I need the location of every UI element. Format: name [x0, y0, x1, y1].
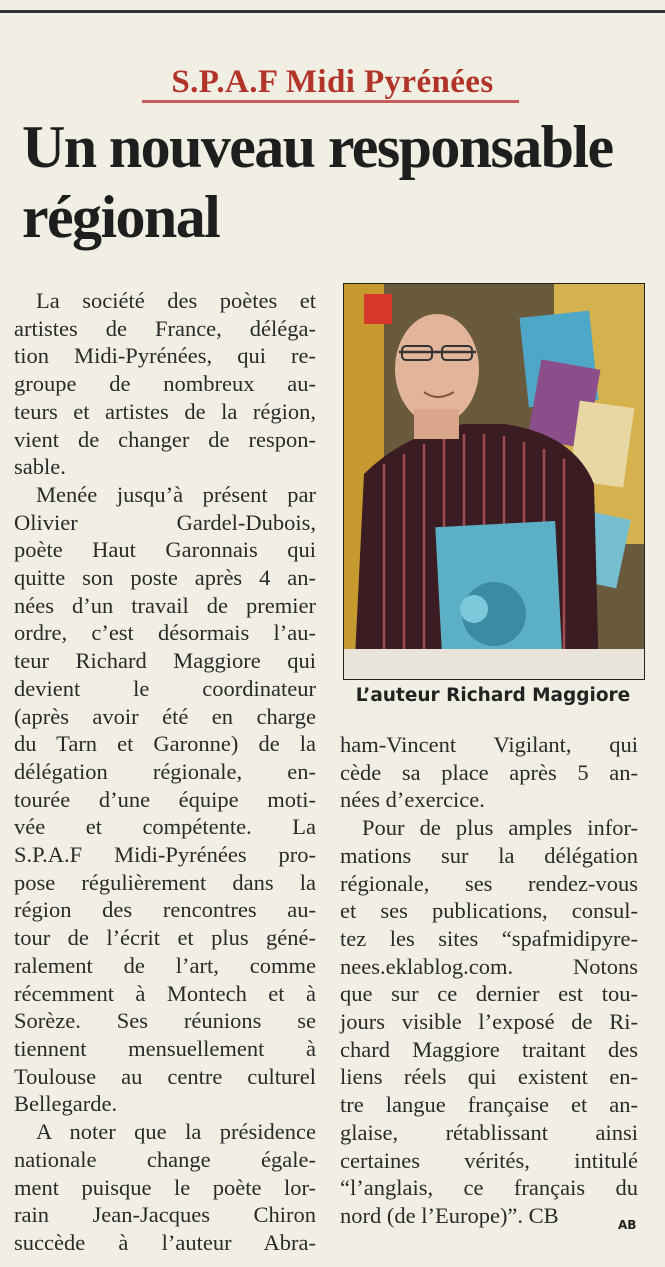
article-line: A noter que la présidence — [36, 1119, 316, 1145]
author-signature: AB — [618, 1218, 637, 1232]
article-line: Menée jusqu’à présent par — [36, 481, 316, 507]
headline-line: Un nouveau responsable — [22, 114, 613, 180]
article-line: teur Richard Maggiore qui — [14, 648, 316, 674]
article-line: région des rencontres au- — [14, 897, 316, 923]
article-line: tourée d’une équipe moti- — [14, 786, 316, 812]
article-line: devient le coordinateur — [14, 675, 316, 701]
article-line: tez les sites “spafmidipyre- — [340, 925, 638, 951]
article-line: ordre, c’est désormais l’au- — [14, 620, 316, 646]
article-line: tour de l’écrit et plus géné- — [14, 925, 316, 951]
article-line: chard Maggiore traitant des — [340, 1036, 638, 1062]
headline — [22, 112, 662, 252]
article-line: tion Midi-Pyrénées, qui re- — [14, 343, 316, 369]
article-line: La société des poètes et — [36, 288, 316, 313]
article-line: artistes de France, déléga- — [14, 315, 316, 341]
article-line: vée et compétente. La — [14, 814, 316, 840]
article-line: récemment à Montech et à — [14, 980, 316, 1006]
article-line: tiennent mensuellement à — [14, 1035, 316, 1061]
article-line: jours visible l’exposé de Ri- — [340, 1009, 638, 1035]
article-line: vient de changer de respon- — [14, 426, 316, 452]
article-line: succède à l’auteur Abra- — [14, 1229, 316, 1255]
article-line: Bellegarde. — [14, 1091, 118, 1117]
section-kicker: S.P.A.F Midi Pyrénées — [171, 64, 494, 100]
article-line: que sur ce dernier est tou- — [340, 981, 638, 1007]
article-line: ment puisque le poète lor- — [14, 1174, 316, 1200]
kicker-underline — [142, 100, 519, 103]
article-line: mations sur la délégation — [340, 842, 638, 868]
article-line: certaines vérités, intitulé — [340, 1147, 638, 1173]
article-line: et ses publications, consul- — [340, 898, 638, 924]
article-line: délégation régionale, en- — [14, 758, 316, 784]
article-line: pose régulièrement dans la — [14, 869, 316, 895]
author-photo-image — [344, 284, 644, 679]
article-line: teurs et artistes de la région, — [14, 398, 316, 424]
article-line: sable. — [14, 454, 66, 480]
article-line: tre langue française et an- — [340, 1092, 638, 1118]
article-line: régionale, ses rendez-vous — [340, 870, 638, 896]
article-line: glaise, rétablissant ainsi — [340, 1119, 638, 1145]
photo-caption: L’auteur Richard Maggiore — [355, 685, 631, 706]
article-line: Toulouse au centre culturel — [14, 1063, 316, 1089]
article-line: Sorèze. Ses réunions se — [14, 1008, 316, 1034]
article-line: nées d’exercice. — [340, 787, 485, 813]
article-line: S.P.A.F Midi-Pyrénées pro- — [14, 842, 316, 868]
article-line: nationale change égale- — [14, 1146, 316, 1172]
headline-line: régional — [22, 184, 220, 250]
article-line: liens réels qui existent en- — [340, 1064, 638, 1090]
article-column-left — [14, 287, 316, 1257]
article-line: quitte son poste après 4 an- — [14, 565, 316, 591]
article-line: poète Haut Garonnais qui — [14, 537, 316, 563]
author-photo — [343, 283, 645, 680]
article-line: du Tarn et Garonne) de la — [14, 731, 316, 757]
article-line: “l’anglais, ce français du — [340, 1175, 638, 1201]
article-line: Pour de plus amples infor- — [362, 815, 638, 841]
article-line: Olivier Gardel-Dubois, — [14, 509, 316, 535]
article-line: groupe de nombreux au- — [14, 371, 316, 397]
article-column-right — [340, 731, 638, 1230]
article-line: cède sa place après 5 an- — [340, 759, 638, 785]
article-line: nées d’un travail de premier — [14, 592, 316, 618]
article-line: nord (de l’Europe)”. CB — [340, 1202, 559, 1228]
article-line: ham-Vincent Vigilant, qui — [340, 732, 638, 757]
top-rule — [0, 10, 665, 13]
article-line: rain Jean-Jacques Chiron — [14, 1202, 316, 1228]
article-line: ralement de l’art, comme — [14, 952, 316, 978]
article-line: (après avoir été en charge — [14, 703, 316, 729]
article-line: nees.eklablog.com. Notons — [340, 953, 638, 979]
